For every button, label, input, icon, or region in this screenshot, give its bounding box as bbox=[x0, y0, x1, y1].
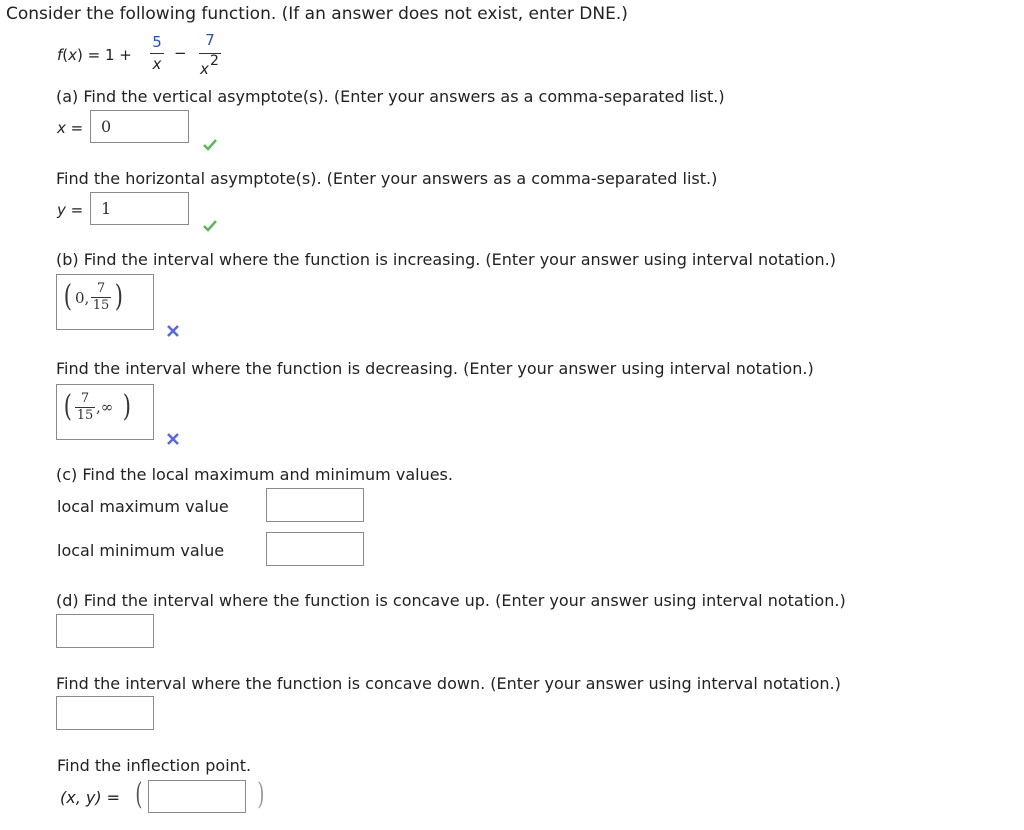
inflection-point-question: Find the inflection point. bbox=[57, 756, 252, 775]
horizontal-asymptote-question: Find the horizontal asymptote(s). (Enter your answers as a comma-separated list.) bbox=[56, 169, 718, 188]
concave-down-question: Find the interval where the function is concave down. (Enter your answer using interval notation.) bbox=[56, 674, 841, 693]
fraction-1-numerator: 5 bbox=[152, 33, 162, 51]
part-b-decreasing-question: Find the interval where the function is decreasing. (Enter your answer using interval notation.) bbox=[56, 359, 814, 378]
increasing-interval-input[interactable] bbox=[56, 274, 154, 330]
inflection-point-label-text: (x, y) = bbox=[60, 788, 121, 807]
intro-text: Consider the following function. (If an answer does not exist, enter DNE.) bbox=[6, 4, 628, 24]
fraction-2-exponent: 2 bbox=[210, 53, 219, 69]
concave-up-input[interactable] bbox=[56, 614, 154, 648]
local-max-input[interactable] bbox=[266, 488, 364, 522]
part-a-question: (a) Find the vertical asymptote(s). (Enter your answers as a comma-separated list.) bbox=[56, 87, 725, 106]
check-icon bbox=[203, 139, 217, 151]
increasing-open-paren: ( bbox=[63, 279, 72, 314]
local-max-label: local maximum value bbox=[57, 497, 229, 516]
horizontal-asymptote-input[interactable] bbox=[90, 192, 189, 225]
cross-icon bbox=[167, 433, 179, 445]
fraction-1-denominator: x bbox=[152, 55, 162, 73]
part-d-concave-up-question: (d) Find the interval where the function is concave up. (Enter your answer using interval notation.) bbox=[56, 591, 846, 610]
decreasing-fraction-numerator: 7 bbox=[80, 391, 90, 406]
decreasing-right-endpoint: ,∞ bbox=[96, 398, 114, 416]
decreasing-close-paren: ) bbox=[122, 389, 131, 424]
horizontal-asymptote-value: 1 bbox=[101, 199, 112, 218]
function-lhs: f(x) = 1 + bbox=[57, 46, 132, 64]
check-icon bbox=[203, 220, 217, 232]
local-min-input[interactable] bbox=[266, 532, 364, 566]
decreasing-interval-input[interactable] bbox=[56, 384, 154, 440]
y-label: y = bbox=[57, 201, 84, 219]
vertical-asymptote-value: 0 bbox=[101, 117, 112, 136]
fraction-1-bar bbox=[150, 53, 164, 54]
x-label: x = bbox=[57, 119, 84, 137]
fraction-2-numerator: 7 bbox=[205, 31, 215, 49]
minus-sign: − bbox=[174, 44, 187, 62]
concave-down-input[interactable] bbox=[56, 696, 154, 730]
increasing-fraction-denominator: 15 bbox=[92, 298, 110, 313]
increasing-left-endpoint: 0, bbox=[75, 289, 90, 307]
inflection-close-paren: ) bbox=[257, 777, 265, 812]
decreasing-fraction-denominator: 15 bbox=[76, 408, 94, 423]
inflection-open-paren: ( bbox=[135, 777, 143, 812]
decreasing-open-paren: ( bbox=[63, 389, 72, 424]
cross-icon bbox=[167, 325, 179, 337]
part-c-question: (c) Find the local maximum and minimum values. bbox=[56, 465, 453, 484]
inflection-point-label bbox=[60, 788, 120, 807]
increasing-close-paren: ) bbox=[114, 279, 123, 314]
local-min-label: local minimum value bbox=[57, 541, 225, 560]
inflection-point-input[interactable] bbox=[148, 780, 246, 813]
vertical-asymptote-input[interactable] bbox=[90, 110, 189, 143]
part-b-increasing-question: (b) Find the interval where the function is increasing. (Enter your answer using interval notation.) bbox=[56, 250, 836, 269]
increasing-fraction-numerator: 7 bbox=[96, 281, 106, 296]
fraction-2-denominator: x bbox=[200, 60, 209, 78]
